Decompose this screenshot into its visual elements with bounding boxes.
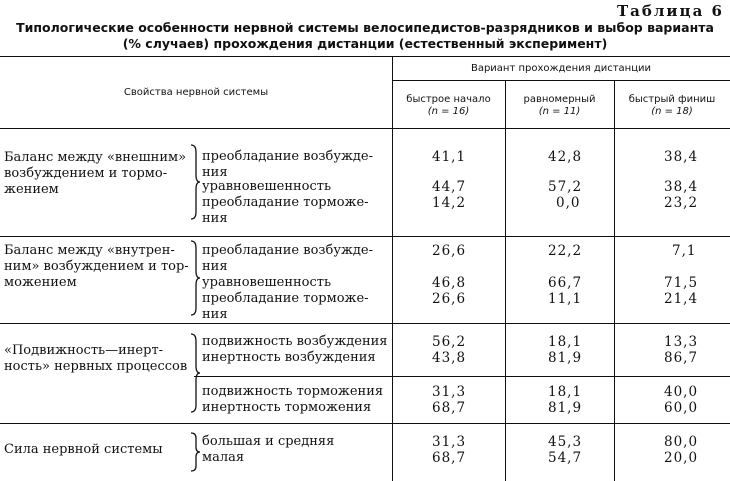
cell-value: 38,4 <box>664 179 699 195</box>
row-label-line: ния <box>202 211 228 226</box>
row-label-line: ния <box>202 259 228 274</box>
row-label: подвижность возбуждения <box>202 334 388 349</box>
table-title-line-2: (% случаев) прохождения дистанции (естественный эксперимент) <box>122 36 608 51</box>
header-col-fast-finish-n: (n = 18) <box>651 106 693 117</box>
cell-value: 13,3 <box>664 334 699 350</box>
cell-value: 86,7 <box>664 350 699 366</box>
header-sub-rule <box>392 80 730 81</box>
group-separator-3 <box>0 423 730 424</box>
cell-value: 71,5 <box>664 275 699 291</box>
row-label: инертность торможения <box>202 400 372 415</box>
group-name-line: «Подвижность—инерт- <box>4 343 164 358</box>
row-label-line: ния <box>202 307 228 322</box>
brace-icon <box>189 432 201 472</box>
cell-value: 42,8 <box>548 149 583 165</box>
row-label: инертность возбуждения <box>202 350 376 365</box>
brace-icon <box>189 144 201 220</box>
group-name-line: ним» возбуждением и тор- <box>4 259 189 274</box>
group-separator-2 <box>0 323 730 324</box>
cell-value: 66,7 <box>548 275 583 291</box>
header-col-even-n: (n = 11) <box>538 106 581 117</box>
header-top-rule <box>0 56 730 57</box>
cell-value: 31,3 <box>432 434 467 450</box>
cell-value: 68,7 <box>432 400 467 416</box>
header-col-fast-start-label: быстрое начало <box>406 94 491 105</box>
cell-value: 80,0 <box>664 434 699 450</box>
group-name-line: жением <box>4 182 59 197</box>
cell-value: 41,1 <box>432 149 467 165</box>
cell-value: 44,7 <box>432 179 467 195</box>
cell-value: 0,0 <box>556 195 581 211</box>
cell-value: 68,7 <box>432 450 467 466</box>
row-label-line: преобладание возбужде- <box>202 243 374 258</box>
subgroup-separator <box>194 376 730 377</box>
cell-value: 38,4 <box>664 149 699 165</box>
group-external-balance-name <box>4 150 194 198</box>
cell-value: 40,0 <box>664 384 699 400</box>
table-title-line-1: Типологические особенности нервной системы велосипедистов-разрядников и выбор варианта <box>16 20 714 35</box>
group-name-line: ность» нервных процессов <box>4 359 188 374</box>
table-title <box>0 20 730 52</box>
group-name-line: Баланс между «внешним» <box>4 150 187 165</box>
group-name-line: Баланс между «внутрен- <box>4 243 175 258</box>
row-label <box>202 149 388 181</box>
row-label: малая <box>202 450 245 465</box>
row-label: большая и средняя <box>202 434 335 449</box>
col-separator-2 <box>505 80 506 481</box>
cell-value: 26,6 <box>432 291 467 307</box>
brace-icon <box>189 240 201 316</box>
header-col-even <box>505 94 614 118</box>
cell-value: 11,1 <box>548 291 583 307</box>
cell-value: 20,0 <box>664 450 699 466</box>
row-label-line: преобладание возбужде- <box>202 149 374 164</box>
header-col-fast-start <box>392 94 505 118</box>
brace-icon <box>189 333 201 413</box>
cell-value: 54,7 <box>548 450 583 466</box>
cell-value: 57,2 <box>548 179 583 195</box>
row-label: подвижность торможения <box>202 384 384 399</box>
header-col-fast-finish <box>614 94 730 118</box>
group-strength-name: Сила нервной системы <box>4 442 163 457</box>
row-label: уравновешенность <box>202 275 332 290</box>
cell-value: 43,8 <box>432 350 467 366</box>
cell-value: 81,9 <box>548 350 583 366</box>
header-bottom-rule <box>0 128 730 129</box>
cell-value: 31,3 <box>432 384 467 400</box>
header-col-even-label: равномерный <box>523 94 596 105</box>
group-name-line: возбуждением и тормо- <box>4 166 168 181</box>
row-label-line: преобладание торможе- <box>202 195 369 210</box>
header-variant: Вариант прохождения дистанции <box>470 63 652 74</box>
row-label <box>202 291 388 323</box>
header-col-fast-start-n: (n = 16) <box>427 106 470 117</box>
col-separator-1 <box>392 56 393 481</box>
cell-value: 45,3 <box>548 434 583 450</box>
cell-value: 56,2 <box>432 334 467 350</box>
group-name-line: можением <box>4 275 77 290</box>
row-label <box>202 195 388 227</box>
cell-value: 23,2 <box>664 195 699 211</box>
cell-value: 22,2 <box>548 243 583 259</box>
group-internal-balance-name <box>4 243 194 291</box>
group-mobility-name <box>4 343 194 375</box>
cell-value: 7,1 <box>672 243 697 259</box>
cell-value: 46,8 <box>432 275 467 291</box>
cell-value: 18,1 <box>548 384 583 400</box>
row-label: уравновешенность <box>202 179 332 194</box>
cell-value: 14,2 <box>432 195 467 211</box>
header-properties: Свойства нервной системы <box>123 87 269 98</box>
col-separator-3 <box>614 80 615 481</box>
table-label: Таблица 6 <box>616 2 724 20</box>
cell-value: 21,4 <box>664 291 699 307</box>
row-label-line: ния <box>202 165 228 180</box>
group-separator-1 <box>0 236 730 237</box>
row-label <box>202 243 388 275</box>
cell-value: 81,9 <box>548 400 583 416</box>
header-col-fast-finish-label: быстрый финиш <box>628 94 716 105</box>
cell-value: 60,0 <box>664 400 699 416</box>
cell-value: 26,6 <box>432 243 467 259</box>
row-label-line: преобладание торможе- <box>202 291 369 306</box>
cell-value: 18,1 <box>548 334 583 350</box>
